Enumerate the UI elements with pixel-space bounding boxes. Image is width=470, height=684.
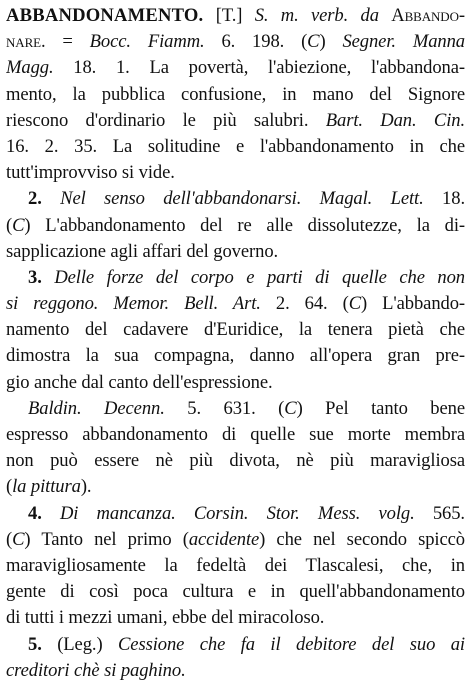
entry-line — [6, 108, 465, 134]
text-run: gente di così poca cultura e in quell'abbandonamento — [6, 581, 465, 603]
text-run — [42, 503, 60, 524]
text-run: mento, la pubblica confusione, in mano del Signore — [6, 83, 465, 105]
text-run: riescono d'ordinario le più salubri. — [6, 109, 326, 131]
text-run: C — [12, 528, 25, 550]
text-run: di tutti i mezzi umani, ebbe del miracoloso. — [6, 607, 325, 629]
text-run: [T.] — [203, 5, 255, 26]
text-run: tutt'improvviso si vide. — [6, 162, 175, 184]
text-run: = — [45, 31, 90, 53]
definition: Nel senso dell'abbandonarsi. Magal. Lett. — [60, 188, 424, 210]
citation: Magg. — [6, 57, 54, 79]
sense-5-line — [6, 632, 465, 658]
text-run: ) che nel secondo spiccò — [259, 528, 465, 550]
entry-line — [6, 396, 465, 422]
definition: Di mancanza. Corsin. Stor. Mess. volg. — [59, 502, 415, 524]
text-run: la pittura — [12, 476, 81, 498]
sense-number: 3. — [28, 266, 42, 288]
definition: Delle forze del corpo e parti di quelle che non — [54, 266, 465, 288]
entry-line — [6, 291, 465, 317]
text-run: 18. — [423, 188, 465, 210]
entry-line — [6, 553, 465, 579]
entry-line — [6, 579, 465, 605]
text-run: 565. — [414, 502, 465, 524]
text-run: C — [307, 31, 320, 53]
text-run: Abbando- — [391, 5, 465, 26]
citation: Baldin. Decenn. — [28, 397, 165, 419]
sense-3-line — [6, 265, 465, 291]
citation: Bart. Dan. Cin. — [325, 109, 465, 131]
text-run: namento del cadavere d'Euridice, la tenera pietà che — [6, 319, 465, 341]
entry-line — [6, 422, 465, 448]
text-run: C — [284, 397, 297, 419]
headword: ABBANDONAMENTO. — [6, 5, 204, 26]
entry-line — [6, 134, 465, 160]
definition: si reggono. Memor. Bell. Art. — [6, 293, 261, 315]
entry-line — [6, 370, 465, 396]
text-run: maravigliosamente la fedeltà dei Tlascalesi, che, in — [6, 554, 465, 576]
sense-number: 4. — [28, 502, 42, 524]
text-run: 5. 631. ( — [164, 397, 285, 419]
text-run: ( — [6, 476, 13, 498]
text-run: sapplicazione agli affari del governo. — [6, 240, 279, 262]
text-run — [42, 267, 55, 288]
text-run: S. m. verb. da — [254, 5, 392, 26]
text-run: ( — [6, 528, 13, 550]
text-run: ) L'abbandonamento del re alle dissolutezze, la di- — [24, 214, 465, 236]
citation: Segner. Manna — [342, 31, 465, 53]
text-run: dimostra la sua compagna, danno all'opera gran pre- — [6, 345, 465, 367]
text-run: 6. 198. ( — [204, 31, 308, 53]
text-run: ) Pel tanto bene — [296, 397, 465, 419]
entry-line — [6, 448, 465, 474]
sense-2-line — [6, 186, 465, 212]
text-run: espresso abbandonamento di quelle sue morte membra — [6, 424, 465, 445]
text-run: accidente — [188, 528, 260, 550]
text-run: C — [12, 214, 25, 236]
text-run: ( — [6, 214, 13, 236]
entry-line — [6, 55, 465, 81]
entry-line — [6, 605, 465, 631]
entry-line — [6, 317, 465, 343]
citation: Bocc. Fiamm. — [89, 31, 205, 53]
entry-line — [6, 343, 465, 369]
text-run — [42, 188, 60, 209]
text-run: gio anche dal canto dell'espressione. — [6, 371, 273, 393]
text-run: nare. — [6, 31, 46, 53]
entry-line — [6, 527, 465, 553]
entry-line — [6, 474, 465, 500]
text-run: 2. 64. ( — [260, 293, 349, 315]
entry-line — [6, 160, 465, 186]
entry-line — [6, 213, 465, 239]
text-run: ) Tanto nel primo ( — [24, 528, 189, 550]
text-run: ) — [319, 31, 343, 53]
sense-number: 5. — [28, 633, 42, 655]
sense-number: 2. — [28, 188, 42, 210]
entry-line — [6, 3, 465, 29]
text-run: ). — [80, 476, 92, 498]
text-run: 18. 1. La povertà, l'abiezione, l'abbandona- — [53, 57, 465, 79]
entry-line — [6, 239, 465, 265]
text-run: non può essere nè più divota, nè più maravigliosa — [6, 450, 465, 472]
sense-4-line — [6, 501, 465, 527]
entry-line — [6, 29, 465, 55]
entry-line — [6, 82, 465, 108]
text-run: ) L'abbando- — [361, 293, 465, 315]
entry-line — [6, 658, 465, 684]
definition: Cessione che fa il debitore del suo ai — [117, 633, 465, 655]
text-run: C — [348, 293, 361, 315]
definition: creditori chè si paghino. — [6, 659, 186, 681]
text-run: (Leg.) — [41, 633, 118, 655]
text-run: 16. 2. 35. La solitudine e l'abbandonamento in che — [6, 135, 465, 157]
